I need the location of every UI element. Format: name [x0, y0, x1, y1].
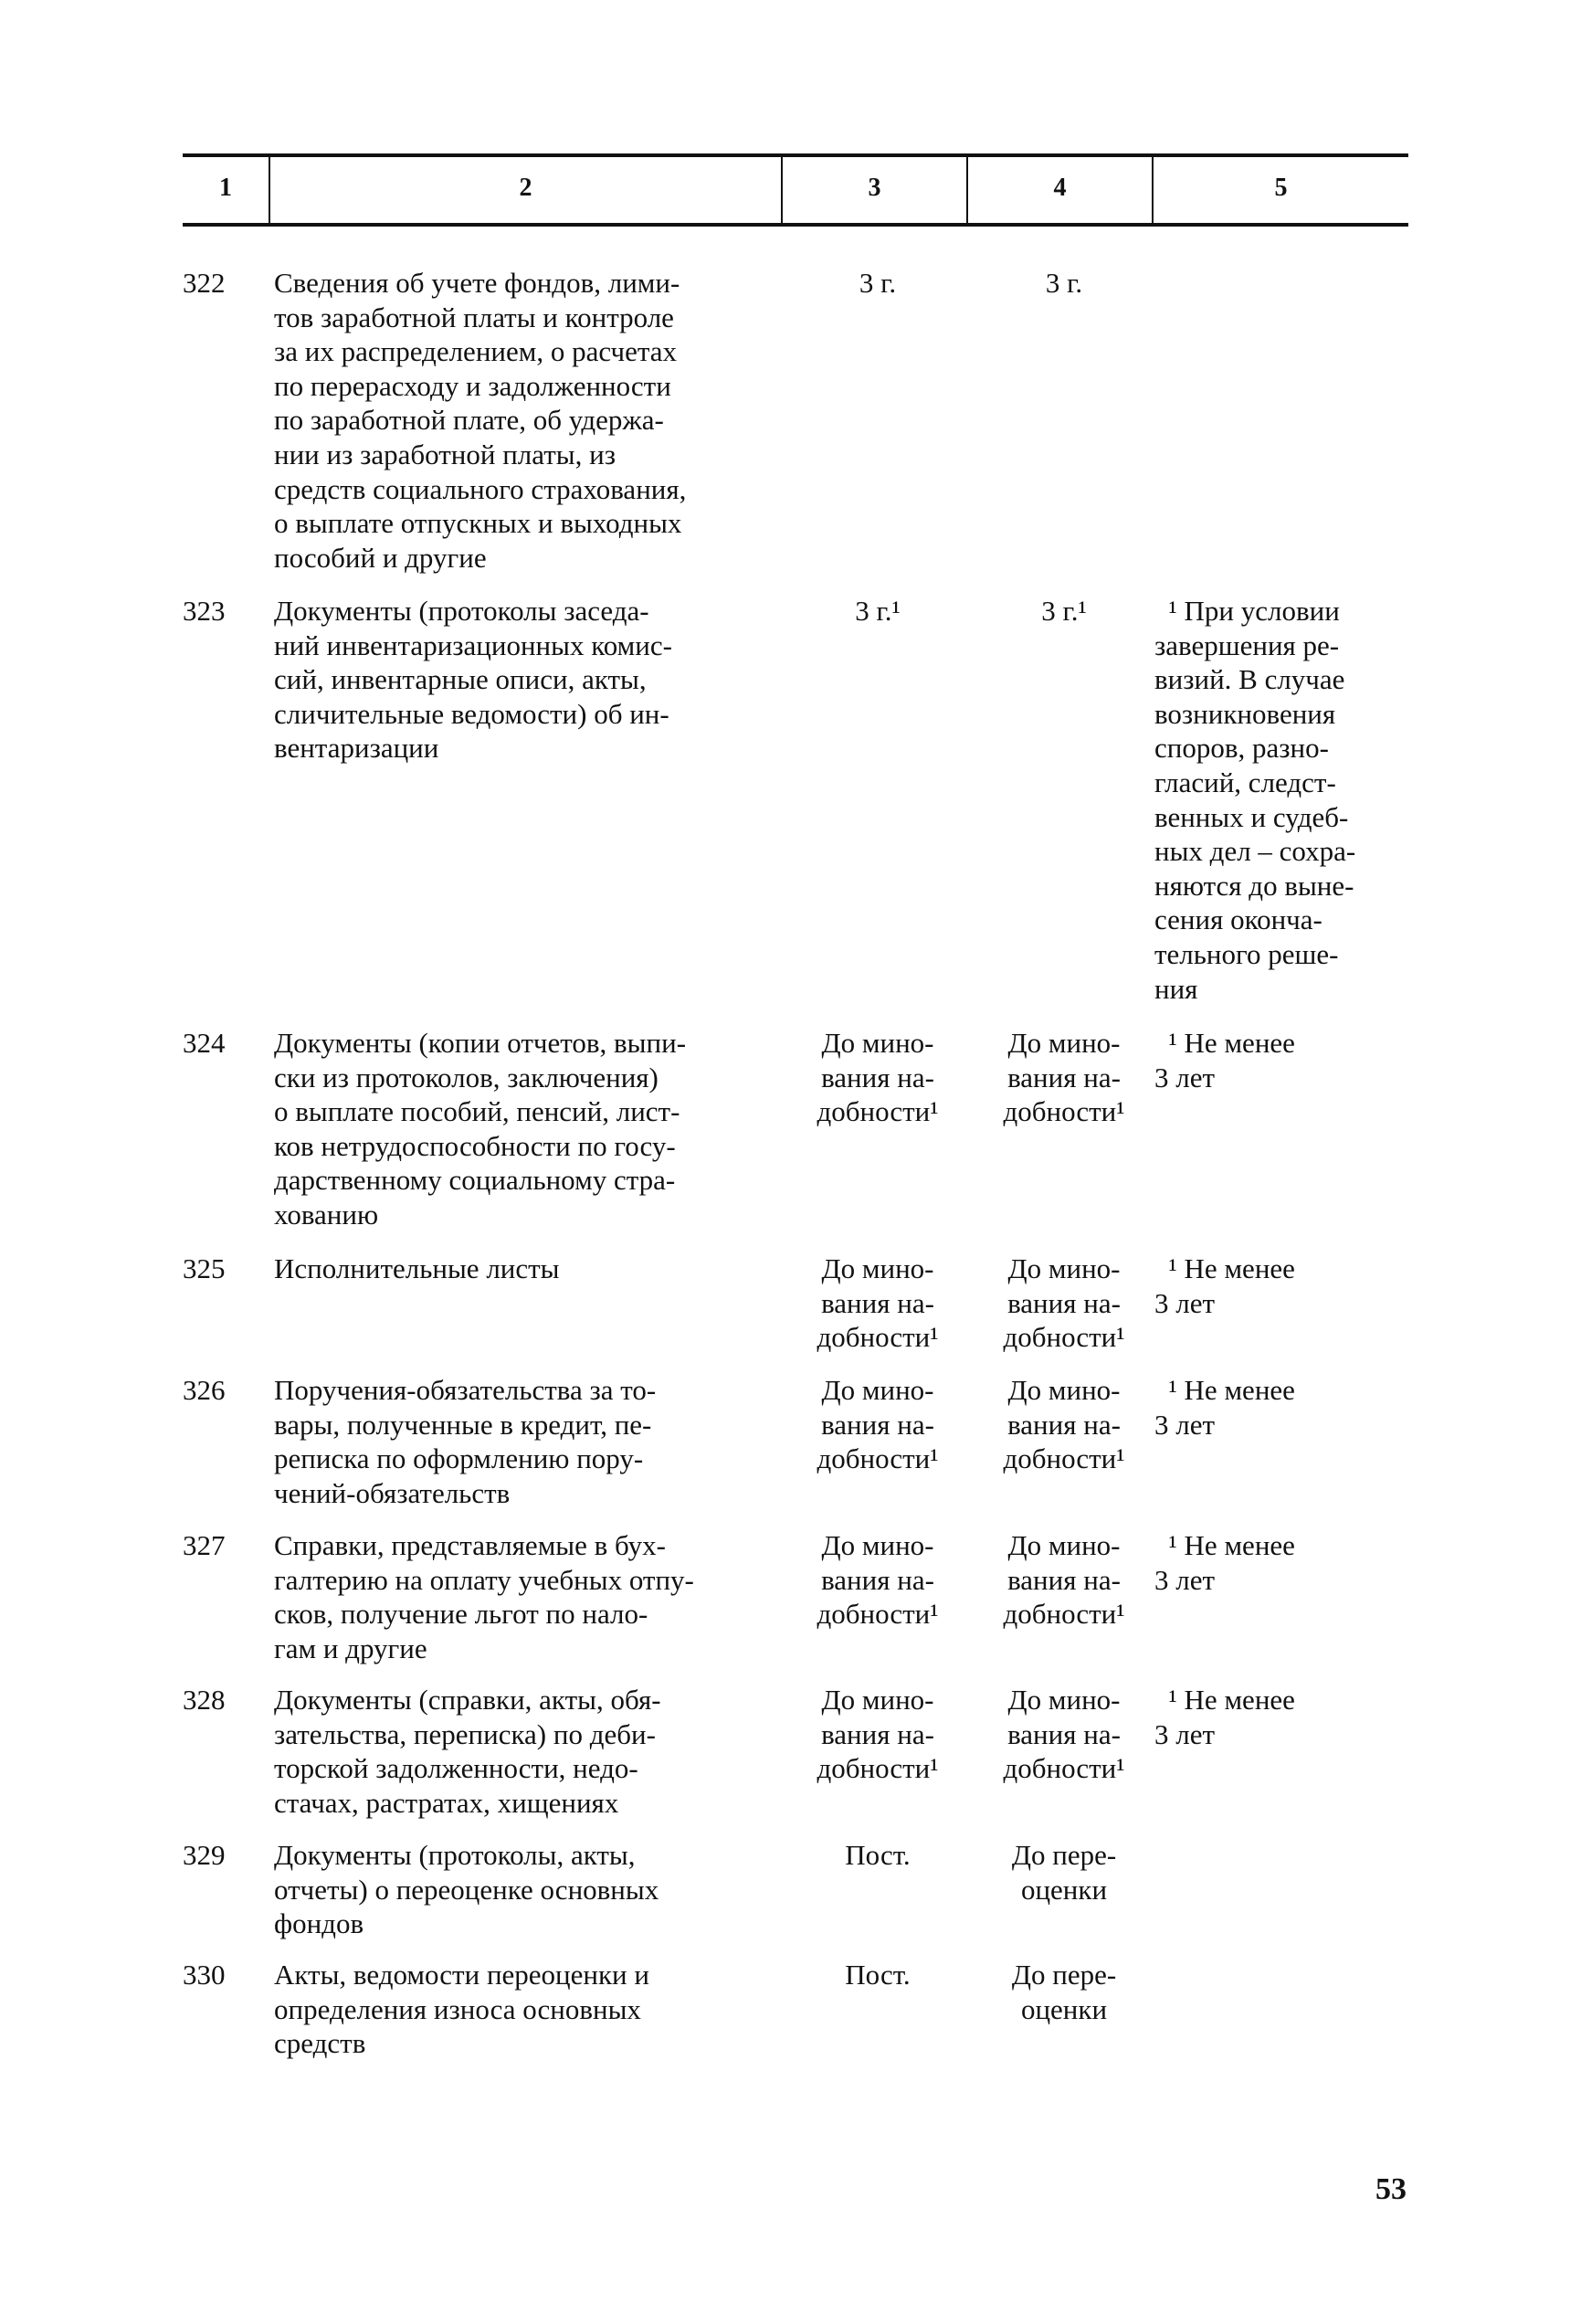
text-line: вания на- [1007, 1717, 1121, 1750]
text-line: вания на- [1007, 1563, 1121, 1596]
notes [1154, 1528, 1295, 1597]
text-line: До мино- [1007, 1252, 1121, 1284]
text-line: стачах, растратах, хищениях [274, 1786, 619, 1819]
text-line: возникновения [1154, 697, 1336, 730]
document-description [274, 1683, 661, 1820]
text-line: ¹ Не менее [1154, 1027, 1295, 1059]
text-line: 3 лет [1154, 1717, 1216, 1750]
text-line: До пере- [1011, 1959, 1117, 1991]
text-line: добности¹ [817, 1752, 939, 1785]
text-line: по заработной плате, об удержа- [274, 404, 664, 437]
text-line: 3 лет [1154, 1563, 1216, 1596]
text-line: 3 лет [1154, 1286, 1216, 1319]
text-line: тельного реше- [1154, 937, 1339, 970]
text-line: фондов [274, 1907, 364, 1940]
text-line: До мино- [1007, 1684, 1121, 1716]
text-line: добности¹ [817, 1321, 939, 1354]
retention-period-col3 [791, 1026, 964, 1129]
text-line: сий, инвентарные описи, акты, [274, 663, 647, 696]
page-number: 53 [1375, 2172, 1407, 2206]
text-line: Документы (справки, акты, обя- [274, 1684, 661, 1716]
text-line: дарственному социальному стра- [274, 1164, 676, 1197]
header-col-1: 1 [219, 174, 232, 202]
text-line: До мино- [821, 1252, 934, 1284]
retention-period-col3 [791, 1373, 964, 1476]
text-line: добности¹ [817, 1095, 939, 1128]
text-line: ¹ Не менее [1154, 1684, 1295, 1716]
text-line: о выплате пособий, пенсий, лист- [274, 1095, 680, 1128]
text-line: за их распределением, о расчетах [274, 335, 678, 368]
text-line: пособий и другие [274, 541, 487, 574]
text-line: До мино- [821, 1027, 934, 1059]
header-col-3: 3 [868, 174, 881, 202]
retention-period-col3 [791, 1958, 964, 1992]
text-line: вания на- [821, 1408, 934, 1441]
document-description [274, 594, 672, 766]
row-number: 330 [183, 1959, 226, 1991]
text-line: До мино- [1007, 1374, 1121, 1406]
row-number: 323 [183, 595, 226, 627]
text-line: Документы (копии отчетов, выпи- [274, 1027, 687, 1059]
document-description [274, 1838, 659, 1941]
retention-period-col4 [977, 1528, 1151, 1632]
row-number: 328 [183, 1684, 226, 1716]
text-line: галтерию на оплату учебных отпу- [274, 1563, 694, 1596]
notes [1154, 1683, 1295, 1751]
text-line: вания на- [1007, 1286, 1121, 1319]
text-line: средств [274, 2027, 366, 2060]
text-line: реписка по оформлению пору- [274, 1442, 644, 1475]
notes [1154, 1026, 1295, 1094]
text-line: До мино- [1007, 1529, 1121, 1561]
text-line: ски из протоколов, заключения) [274, 1061, 659, 1093]
text-line: вания на- [1007, 1061, 1121, 1093]
retention-period-col4 [977, 594, 1151, 629]
text-line: 3 лет [1154, 1408, 1216, 1441]
text-line: сков, получение льгот по нало- [274, 1598, 648, 1631]
text-line: ¹ При условии [1154, 595, 1340, 627]
text-line: венных и судеб- [1154, 800, 1349, 833]
text-line: добности¹ [817, 1442, 939, 1475]
text-line: тов заработной платы и контроле [274, 301, 674, 333]
text-line: 3 г. [859, 267, 897, 299]
document-description [274, 1252, 560, 1286]
text-line: о выплате отпускных и выходных [274, 507, 682, 540]
text-line: отчеты) о переоценке основных [274, 1873, 659, 1906]
text-line: ков нетрудоспособности по госу- [274, 1129, 676, 1162]
text-line: визий. В случае [1154, 663, 1345, 696]
header-col-4: 4 [1053, 174, 1067, 202]
document-description [274, 1958, 649, 2061]
text-line: Поручения-обязательства за то- [274, 1374, 657, 1406]
retention-period-col4 [977, 1373, 1151, 1476]
document-description [274, 1528, 694, 1665]
retention-period-col3 [791, 594, 964, 629]
text-line: До мино- [1007, 1027, 1121, 1059]
text-line: нии из заработной платы, из [274, 438, 616, 470]
text-line: вания на- [821, 1717, 934, 1750]
text-line: определения износа основных [274, 1992, 641, 2025]
retention-period-col3 [791, 1683, 964, 1786]
retention-period-col4 [977, 1838, 1151, 1907]
notes [1154, 1252, 1295, 1320]
text-line: чений-обязательств [274, 1476, 511, 1509]
text-line: добности¹ [1003, 1442, 1125, 1475]
text-line: Справки, представляемые в бух- [274, 1529, 666, 1561]
header-col-5: 5 [1274, 174, 1288, 202]
row-number: 325 [183, 1252, 226, 1284]
retention-period-col4 [977, 266, 1151, 301]
text-line: ¹ Не менее [1154, 1374, 1295, 1406]
text-line: вания на- [821, 1286, 934, 1319]
text-line: 3 г.¹ [855, 595, 901, 627]
text-line: ний инвентаризационных комис- [274, 629, 672, 661]
text-line: добности¹ [1003, 1095, 1125, 1128]
text-line: оценки [1020, 1992, 1108, 2025]
text-line: добности¹ [817, 1598, 939, 1631]
text-line: До пере- [1011, 1839, 1117, 1871]
document-description [274, 266, 686, 575]
text-line: 3 г.¹ [1041, 595, 1087, 627]
row-number: 326 [183, 1374, 226, 1406]
text-line: хованию [274, 1198, 379, 1231]
retention-period-col3 [791, 1252, 964, 1355]
text-line: средств социального страхования, [274, 472, 687, 505]
text-line: Исполнительные листы [274, 1252, 560, 1284]
text-line: До мино- [821, 1684, 934, 1716]
text-line: зательства, переписка) по деби- [274, 1717, 656, 1750]
notes [1154, 1373, 1295, 1442]
document-description [274, 1373, 656, 1510]
text-line: добности¹ [1003, 1752, 1125, 1785]
text-line: торской задолженности, недо- [274, 1752, 638, 1785]
retention-period-col4 [977, 1683, 1151, 1786]
retention-period-col3 [791, 266, 964, 301]
text-line: споров, разно- [1154, 732, 1329, 765]
text-line: До мино- [821, 1374, 934, 1406]
text-line: оценки [1020, 1873, 1108, 1906]
row-number: 322 [183, 267, 226, 299]
text-line: До мино- [821, 1529, 934, 1561]
header-col-2: 2 [519, 174, 532, 202]
text-line: вания на- [1007, 1408, 1121, 1441]
text-line: Документы (протоколы, акты, [274, 1839, 636, 1871]
row-number: 329 [183, 1839, 226, 1871]
text-line: гам и другие [274, 1632, 427, 1664]
retention-period-col3 [791, 1528, 964, 1632]
text-line: вания на- [821, 1563, 934, 1596]
retention-period-col4 [977, 1252, 1151, 1355]
text-line: Документы (протоколы заседа- [274, 595, 649, 627]
text-line: Пост. [845, 1839, 911, 1871]
text-line: Акты, ведомости переоценки и [274, 1959, 649, 1991]
text-line: вары, полученные в кредит, пе- [274, 1408, 652, 1441]
text-line: завершения ре- [1154, 629, 1340, 661]
text-line: ¹ Не менее [1154, 1252, 1295, 1284]
row-number: 327 [183, 1529, 226, 1561]
text-line: добности¹ [1003, 1598, 1125, 1631]
notes [1154, 594, 1355, 1006]
retention-period-col4 [977, 1958, 1151, 2026]
text-line: ных дел – сохра- [1154, 835, 1356, 868]
text-line: Сведения об учете фондов, лими- [274, 267, 680, 299]
text-line: добности¹ [1003, 1321, 1125, 1354]
text-line: ¹ Не менее [1154, 1529, 1295, 1561]
retention-period-col4 [977, 1026, 1151, 1129]
text-line: вентаризации [274, 732, 439, 765]
header-top-rule [183, 153, 1408, 157]
text-line: 3 лет [1154, 1061, 1216, 1093]
text-line: вания на- [821, 1061, 934, 1093]
text-line: Пост. [845, 1959, 911, 1991]
text-line: сения оконча- [1154, 903, 1322, 936]
row-number: 324 [183, 1027, 226, 1059]
retention-period-col3 [791, 1838, 964, 1873]
document-description [274, 1026, 686, 1232]
text-line: 3 г. [1045, 267, 1083, 299]
text-line: гласий, следст- [1154, 766, 1336, 798]
text-line: по перерасходу и задолженности [274, 369, 671, 402]
text-line: сличительные ведомости) об ин- [274, 697, 669, 730]
text-line: няются до выне- [1154, 869, 1354, 902]
text-line: ния [1154, 972, 1198, 1005]
header-bottom-rule [183, 223, 1408, 227]
